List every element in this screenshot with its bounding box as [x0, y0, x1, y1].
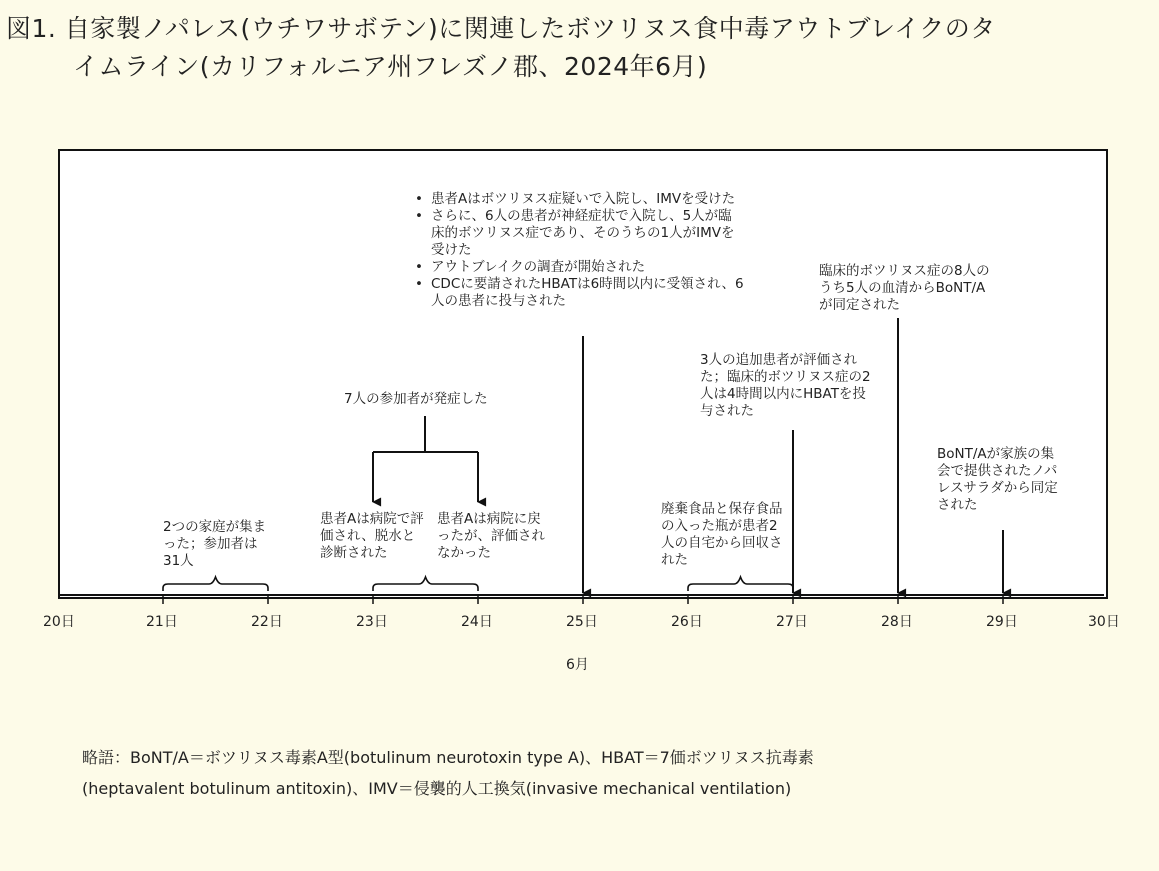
- tick-label-29: 29日: [986, 614, 1018, 630]
- brace-21-22: [163, 577, 268, 591]
- tick-label-25: 25日: [566, 614, 598, 630]
- note-day27: 3人の追加患者が評価された；臨床的ボツリヌス症の2人は4時間以内にHBATを投与された: [700, 352, 871, 419]
- note-day25-list: [413, 191, 745, 310]
- axis-month-label: 6月: [566, 657, 589, 673]
- tick-label-27: 27日: [776, 614, 808, 630]
- note-day25-item: • 患者Aはボツリヌス症疑いで入院し、IMVを受けた: [413, 191, 745, 208]
- note-day25-item: • さらに、6人の患者が神経症状で入院し、5人が臨床的ボツリヌス症であり、そのうちの1人がIMVを受けた: [413, 208, 745, 259]
- tick-label-21: 21日: [146, 614, 178, 630]
- footnote-line-2: (heptavalent botulinum antitoxin)、IMV＝侵襲的人工換気(invasive mechanical ventilation): [82, 779, 792, 798]
- tick-label-23: 23日: [356, 614, 388, 630]
- title-line-1: 図1. 自家製ノパレス(ウチワサボテン)に関連したボツリヌス食中毒アウトブレイクのタ: [6, 14, 996, 43]
- note-day29: BoNT/Aが家族の集会で提供されたノパレスサラダから同定された: [937, 446, 1058, 513]
- tick-label-20: 20日: [43, 614, 75, 630]
- title-line-2: イムライン(カリフォルニア州フレズノ郡、2024年6月): [73, 52, 708, 81]
- tick-label-28: 28日: [881, 614, 913, 630]
- footnote-line-1: 略語：BoNT/A＝ボツリヌス毒素A型(botulinum neurotoxin type A)、HBAT＝7価ボツリヌス抗毒素: [82, 748, 814, 767]
- note-gathering: 2つの家庭が集まった；参加者は31人: [163, 519, 267, 569]
- note-day25-item: • CDCに要請されたHBATは6時間以内に受領され、6人の患者に投与された: [413, 276, 745, 310]
- tick-label-22: 22日: [251, 614, 283, 630]
- note-return-a: 患者Aは病院に戻ったが、評価されなかった: [437, 511, 545, 561]
- axis-ticks: [163, 595, 1003, 604]
- abbreviations-footnote: [82, 742, 1092, 804]
- tick-label-24: 24日: [461, 614, 493, 630]
- note-day25-item: • アウトブレイクの調査が開始された: [413, 259, 745, 276]
- brace-26-27: [688, 577, 793, 591]
- note-day28: 臨床的ボツリヌス症の8人のうち5人の血清からBoNT/Aが同定された: [819, 263, 990, 313]
- tick-label-30: 30日: [1088, 614, 1120, 630]
- onset-connector: [373, 416, 478, 452]
- tick-label-26: 26日: [671, 614, 703, 630]
- note-onset: 7人の参加者が発症した: [344, 391, 488, 407]
- brace-23-24: [373, 577, 478, 591]
- note-collected: 廃棄食品と保存食品の入った瓶が患者2人の自宅から回収された: [661, 501, 783, 568]
- note-eval-a: 患者Aは病院で評価され、脱水と診断された: [320, 511, 424, 561]
